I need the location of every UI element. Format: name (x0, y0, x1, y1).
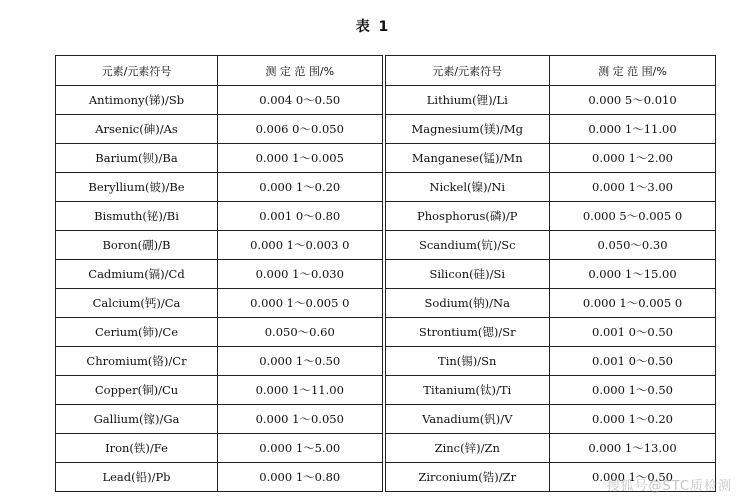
element-cell: Gallium(镓)/Ga (56, 405, 218, 434)
range-cell: 0.000 1～0.005 0 (218, 289, 384, 318)
element-cell: Nickel(镍)/Ni (384, 173, 550, 202)
range-cell: 0.000 5～0.005 0 (550, 202, 716, 231)
element-cell: Manganese(锰)/Mn (384, 144, 550, 173)
element-cell: Tin(锡)/Sn (384, 347, 550, 376)
table-row (56, 347, 716, 376)
element-cell: Lithium(锂)/Li (384, 86, 550, 115)
header-element-right: 元素/元素符号 (384, 56, 550, 86)
element-cell: Barium(钡)/Ba (56, 144, 218, 173)
table-body (56, 86, 716, 492)
watermark: 搜狐号@STC质检测 (606, 479, 732, 494)
table-row (56, 289, 716, 318)
element-cell: Cadmium(镉)/Cd (56, 260, 218, 289)
range-cell: 0.000 1～11.00 (550, 115, 716, 144)
header-range-right: 测 定 范 围/% (550, 56, 716, 86)
element-cell: Zinc(锌)/Zn (384, 434, 550, 463)
header-range-left: 测 定 范 围/% (218, 56, 384, 86)
range-cell: 0.000 1～0.050 (218, 405, 384, 434)
element-cell: Titanium(钛)/Ti (384, 376, 550, 405)
range-cell: 0.050～0.60 (218, 318, 384, 347)
element-cell: Boron(硼)/B (56, 231, 218, 260)
range-cell: 0.000 1～15.00 (550, 260, 716, 289)
range-cell: 0.000 1～0.20 (550, 405, 716, 434)
element-cell: Phosphorus(磷)/P (384, 202, 550, 231)
element-cell: Beryllium(铍)/Be (56, 173, 218, 202)
element-cell: Vanadium(钒)/V (384, 405, 550, 434)
range-cell: 0.000 1～11.00 (218, 376, 384, 405)
range-cell: 0.000 1～0.005 0 (550, 289, 716, 318)
range-cell: 0.001 0～0.80 (218, 202, 384, 231)
element-cell: Silicon(硅)/Si (384, 260, 550, 289)
range-cell: 0.004 0～0.50 (218, 86, 384, 115)
element-cell: Sodium(钠)/Na (384, 289, 550, 318)
element-cell: Calcium(钙)/Ca (56, 289, 218, 318)
table-row (56, 376, 716, 405)
range-cell: 0.000 1～0.50 (550, 463, 716, 492)
range-cell: 0.050～0.30 (550, 231, 716, 260)
element-cell: Cerium(铈)/Ce (56, 318, 218, 347)
range-cell: 0.000 1～0.003 0 (218, 231, 384, 260)
table-row (56, 318, 716, 347)
element-cell: Bismuth(铋)/Bi (56, 202, 218, 231)
element-range-table (55, 55, 716, 492)
range-cell: 0.000 1～0.50 (218, 347, 384, 376)
range-cell: 0.001 0～0.50 (550, 318, 716, 347)
table-caption: 表 1 (355, 19, 391, 35)
range-cell: 0.000 1～0.80 (218, 463, 384, 492)
table-row (56, 231, 716, 260)
table-row (56, 144, 716, 173)
range-cell: 0.000 1～2.00 (550, 144, 716, 173)
range-cell: 0.000 1～3.00 (550, 173, 716, 202)
element-cell: Magnesium(镁)/Mg (384, 115, 550, 144)
range-cell: 0.000 1～13.00 (550, 434, 716, 463)
range-cell: 0.000 5～0.010 (550, 86, 716, 115)
table-row (56, 115, 716, 144)
header-element-left: 元素/元素符号 (56, 56, 218, 86)
element-cell: Chromium(铬)/Cr (56, 347, 218, 376)
table-header-row (56, 56, 716, 86)
table-row (56, 202, 716, 231)
element-cell: Strontium(锶)/Sr (384, 318, 550, 347)
table-row (56, 173, 716, 202)
element-cell: Iron(铁)/Fe (56, 434, 218, 463)
range-cell: 0.000 1～0.030 (218, 260, 384, 289)
range-cell: 0.000 1～5.00 (218, 434, 384, 463)
element-cell: Copper(铜)/Cu (56, 376, 218, 405)
table-row (56, 86, 716, 115)
element-cell: Antimony(锑)/Sb (56, 86, 218, 115)
table-row (56, 405, 716, 434)
range-cell: 0.006 0～0.050 (218, 115, 384, 144)
element-cell: Scandium(钪)/Sc (384, 231, 550, 260)
range-cell: 0.000 1～0.005 (218, 144, 384, 173)
range-cell: 0.000 1～0.20 (218, 173, 384, 202)
table-row (56, 434, 716, 463)
element-cell: Lead(铅)/Pb (56, 463, 218, 492)
element-cell: Arsenic(砷)/As (56, 115, 218, 144)
table-row (56, 260, 716, 289)
range-cell: 0.001 0～0.50 (550, 347, 716, 376)
range-cell: 0.000 1～0.50 (550, 376, 716, 405)
element-cell: Zirconium(锆)/Zr (384, 463, 550, 492)
